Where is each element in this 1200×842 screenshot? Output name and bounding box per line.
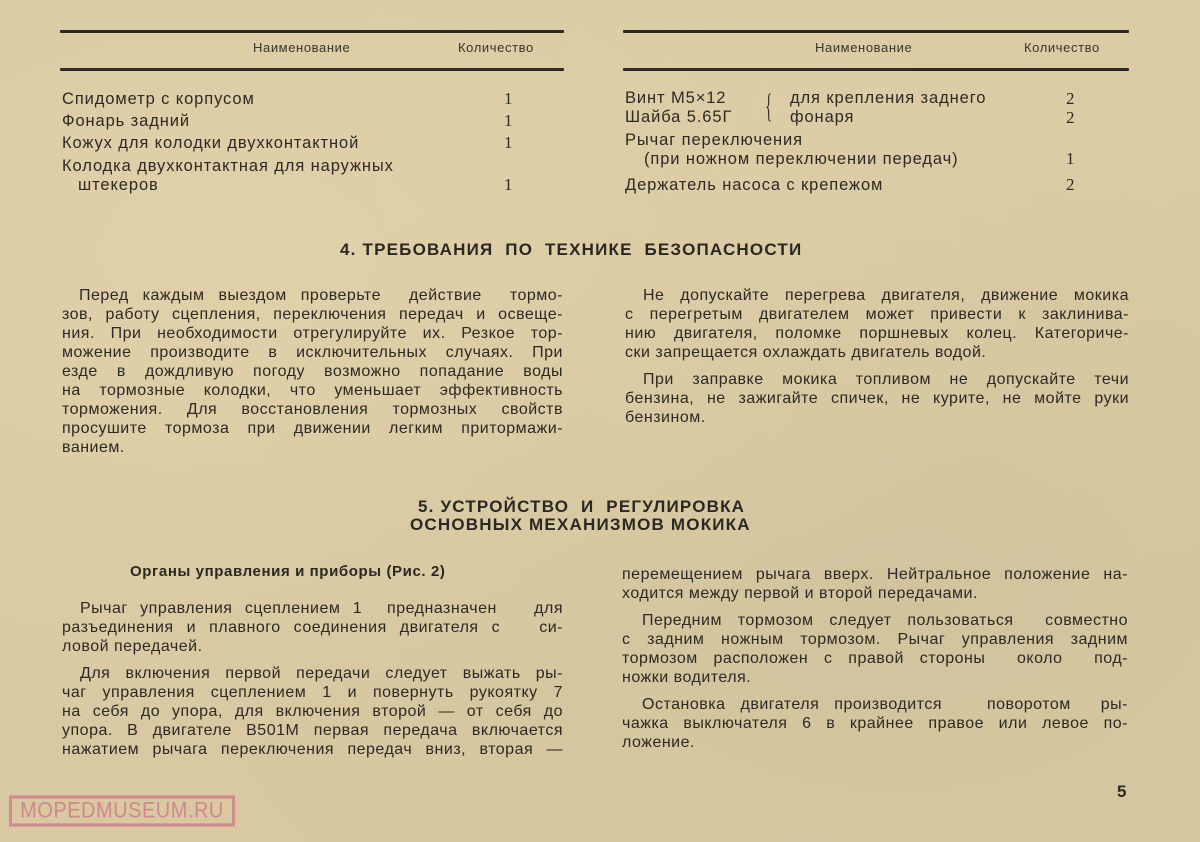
- text-line: разъединения и плавного соединения двигателя с си-: [62, 619, 563, 636]
- table-row-qty: 2: [1066, 89, 1075, 108]
- column-header-name: Наименование: [253, 40, 351, 55]
- table-row-qty: 1: [1066, 149, 1075, 168]
- text-line: тормозом расположен с правой стороны около под-: [622, 650, 1128, 667]
- brace-icon: {: [765, 88, 773, 125]
- text-line: упора. В двигателе В501М первая передача включается: [62, 722, 563, 739]
- text-line: можение производите в исключительных случаях. При: [62, 344, 563, 361]
- table-row-name: Спидометр с корпусом: [62, 90, 255, 108]
- text-line: чаг управления сцеплением 1 и повернуть рукоятку 7: [62, 684, 563, 701]
- table-row-purpose-continued: фонаря: [790, 108, 855, 126]
- section-5-heading-line-2: ОСНОВНЫХ МЕХАНИЗМОВ МОКИКА: [410, 515, 751, 534]
- text-line: При заправке мокика топливом не допускайте течи: [643, 371, 1129, 388]
- table-top-rule: [623, 30, 1129, 33]
- column-header-quantity: Количество: [458, 40, 534, 55]
- text-line: Перед каждым выездом проверьте действие тормо-: [79, 287, 563, 304]
- table-row-qty: 1: [504, 133, 513, 152]
- table-row-purpose: для крепления заднего: [790, 89, 987, 107]
- text-line: с задним ножным тормозом. Рычаг управления задним: [622, 631, 1128, 648]
- text-line: Для включения первой передачи следует выжать ры-: [80, 665, 563, 682]
- table-row-name: Винт М5×12: [625, 89, 727, 107]
- table-row-name: Кожух для колодки двухконтактной: [62, 134, 360, 152]
- text-line: ловой передачей.: [62, 638, 203, 655]
- table-header-rule: [623, 68, 1129, 71]
- table-row-name: Колодка двухконтактная для наружных: [62, 157, 394, 175]
- subsection-heading: Органы управления и приборы (Рис. 2): [130, 563, 446, 580]
- table-row-qty: 1: [504, 175, 513, 194]
- text-line: ножки водителя.: [622, 669, 752, 686]
- text-line: езде в дождливую погоду возможно попадание воды: [62, 363, 563, 380]
- text-line: на тормозные колодки, что уменьшает эффективность: [62, 382, 563, 399]
- section-4-heading: 4. ТРЕБОВАНИЯ ПО ТЕХНИКЕ БЕЗОПАСНОСТИ: [340, 240, 803, 259]
- table-header-rule: [60, 68, 564, 71]
- table-row-name-continued: штекеров: [78, 176, 159, 194]
- table-row-qty: 2: [1066, 108, 1075, 127]
- column-header-name: Наименование: [815, 40, 913, 55]
- text-line: Рычаг управления сцеплением 1 предназначен для: [80, 600, 563, 617]
- text-line: Остановка двигателя производится поворотом ры-: [642, 696, 1128, 713]
- table-row-qty: 2: [1066, 175, 1075, 194]
- text-line: ски запрещается охлаждать двигатель водой.: [625, 344, 987, 361]
- table-row-name: Держатель насоса с крепежом: [625, 176, 884, 194]
- table-row-qty: 1: [504, 111, 513, 130]
- text-line: чажка выключателя 6 в крайнее правое или левое по-: [622, 715, 1128, 732]
- text-line: ния. При необходимости отрегулируйте их. Резкое тор-: [62, 325, 563, 342]
- text-line: на себя до упора, для включения второй — от себя до: [62, 703, 563, 720]
- table-row-name: Рычаг переключения: [625, 131, 803, 149]
- page-number: 5: [1117, 782, 1127, 801]
- table-row-name: Фонарь задний: [62, 112, 190, 130]
- text-line: Не допускайте перегрева двигателя, движение мокика: [643, 287, 1129, 304]
- text-line: ложение.: [622, 734, 695, 751]
- text-line: просушите тормоза при движении легким притормажи-: [62, 420, 563, 437]
- text-line: перемещением рычага вверх. Нейтральное положение на-: [622, 566, 1128, 583]
- text-line: торможения. Для восстановления тормозных свойств: [62, 401, 563, 418]
- table-row-name: Шайба 5.65Г: [625, 108, 733, 126]
- section-5-heading-line-1: 5. УСТРОЙСТВО И РЕГУЛИРОВКА: [418, 497, 746, 516]
- table-row-name-continued: (при ножном переключении передач): [644, 150, 959, 168]
- text-line: бензином.: [625, 409, 706, 426]
- watermark-logo: MOPEDMUSEUM.RU: [9, 795, 235, 826]
- text-line: нажатием рычага переключения передач вниз, вторая —: [62, 741, 563, 758]
- column-header-quantity: Количество: [1024, 40, 1100, 55]
- text-line: ходится между первой и второй передачами.: [622, 585, 978, 602]
- text-line: с перегретым двигателем может привести к заклинива-: [625, 306, 1129, 323]
- text-line: Передним тормозом следует пользоваться совместно: [642, 612, 1128, 629]
- table-row-qty: 1: [504, 89, 513, 108]
- text-line: зов, работу сцепления, переключения передач и освеще-: [62, 306, 563, 323]
- text-line: ванием.: [62, 439, 125, 456]
- table-top-rule: [60, 30, 564, 33]
- text-line: бензина, не зажигайте спичек, не курите, не мойте руки: [625, 390, 1129, 407]
- text-line: нию двигателя, поломке поршневых колец. Категориче-: [625, 325, 1129, 342]
